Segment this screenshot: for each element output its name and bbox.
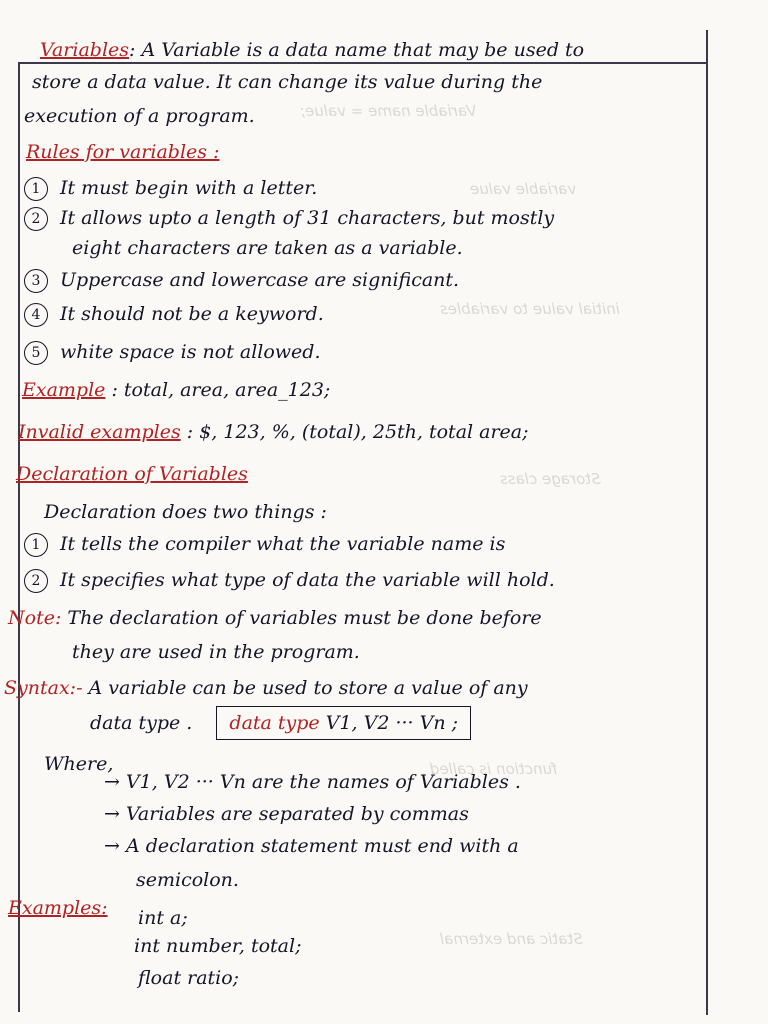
rule-number: 1 bbox=[24, 177, 48, 201]
syntax-text: A variable can be used to store a value of any bbox=[88, 677, 528, 699]
show-through-text: Variable name = value; bbox=[300, 102, 477, 120]
rule-number: 2 bbox=[24, 207, 48, 231]
rule-item bbox=[24, 176, 317, 201]
example-code-line: float ratio; bbox=[138, 967, 240, 989]
where-point: → V1, V2 ··· Vn are the names of Variables . bbox=[104, 771, 521, 793]
syntax-box bbox=[216, 706, 471, 740]
syntax-box-type: data type bbox=[229, 712, 320, 734]
rule-text: It must begin with a letter. bbox=[60, 177, 318, 199]
example-code-line: int a; bbox=[138, 907, 188, 929]
syntax-label: Syntax:- bbox=[4, 677, 83, 699]
rule-text: It allows upto a length of 31 characters, but mostly bbox=[60, 207, 555, 229]
example-code-line: int number, total; bbox=[134, 935, 302, 957]
example-text: : total, area, area_123; bbox=[111, 379, 331, 401]
note-label: Note: bbox=[8, 607, 62, 629]
rule-text: Uppercase and lowercase are significant. bbox=[60, 269, 460, 291]
invalid-examples-line bbox=[18, 420, 529, 444]
definition-line-2: store a data value. It can change its value during the bbox=[32, 71, 543, 93]
invalid-examples-text: : $, 123, %, (total), 25th, total area; bbox=[186, 421, 529, 443]
rule-item bbox=[24, 340, 321, 365]
rule-text-continued: eight characters are taken as a variable. bbox=[72, 237, 463, 259]
definition-line-3: execution of a program. bbox=[24, 105, 255, 127]
declaration-text: It tells the compiler what the variable name is bbox=[60, 533, 506, 555]
where-label: Where, bbox=[44, 753, 114, 775]
rules-heading: Rules for variables : bbox=[26, 141, 220, 163]
rule-number: 3 bbox=[24, 269, 48, 293]
variables-heading: Variables bbox=[40, 39, 130, 61]
variables-definition-line bbox=[40, 38, 584, 62]
show-through-text: Storage class bbox=[500, 470, 601, 488]
definition-text: A Variable is a data name that may be used to bbox=[141, 39, 585, 61]
note-text: The declaration of variables must be done before bbox=[67, 607, 542, 629]
declaration-text: It specifies what type of data the variable will hold. bbox=[60, 569, 555, 591]
example-label: Example bbox=[22, 379, 106, 401]
rule-number: 5 bbox=[24, 341, 48, 365]
show-through-text: Static and external bbox=[440, 930, 583, 948]
note-text-continued: they are used in the program. bbox=[72, 641, 360, 663]
note-line bbox=[8, 606, 542, 630]
declaration-heading: Declaration of Variables bbox=[16, 463, 248, 485]
declaration-intro: Declaration does two things : bbox=[44, 501, 327, 523]
margin-line-left bbox=[18, 62, 20, 1012]
rule-item bbox=[24, 268, 459, 293]
declaration-item bbox=[24, 568, 555, 593]
declaration-number: 1 bbox=[24, 533, 48, 557]
declaration-item bbox=[24, 532, 505, 557]
syntax-text-continued: data type . bbox=[90, 712, 193, 734]
show-through-text: function is called bbox=[430, 760, 558, 778]
where-point-continued: semicolon. bbox=[136, 869, 239, 891]
declaration-number: 2 bbox=[24, 569, 48, 593]
rule-item bbox=[24, 206, 554, 231]
syntax-line bbox=[4, 676, 528, 700]
rule-text: It should not be a keyword. bbox=[60, 303, 324, 325]
margin-line-right bbox=[706, 30, 708, 1015]
invalid-examples-label: Invalid examples bbox=[18, 421, 181, 443]
margin-line-top bbox=[18, 62, 708, 64]
rule-item bbox=[24, 302, 324, 327]
heading-separator: : bbox=[129, 39, 142, 61]
example-line bbox=[22, 378, 330, 402]
show-through-text: initial value to variables bbox=[440, 300, 620, 318]
syntax-box-vars: V1, V2 ··· Vn ; bbox=[319, 712, 459, 734]
rule-number: 4 bbox=[24, 303, 48, 327]
where-point: → A declaration statement must end with a bbox=[104, 835, 519, 857]
where-point: → Variables are separated by commas bbox=[104, 803, 469, 825]
show-through-text: variable value bbox=[470, 180, 577, 198]
syntax-line-2 bbox=[90, 706, 471, 740]
rule-text: white space is not allowed. bbox=[60, 341, 321, 363]
examples-label: Examples: bbox=[8, 897, 108, 919]
